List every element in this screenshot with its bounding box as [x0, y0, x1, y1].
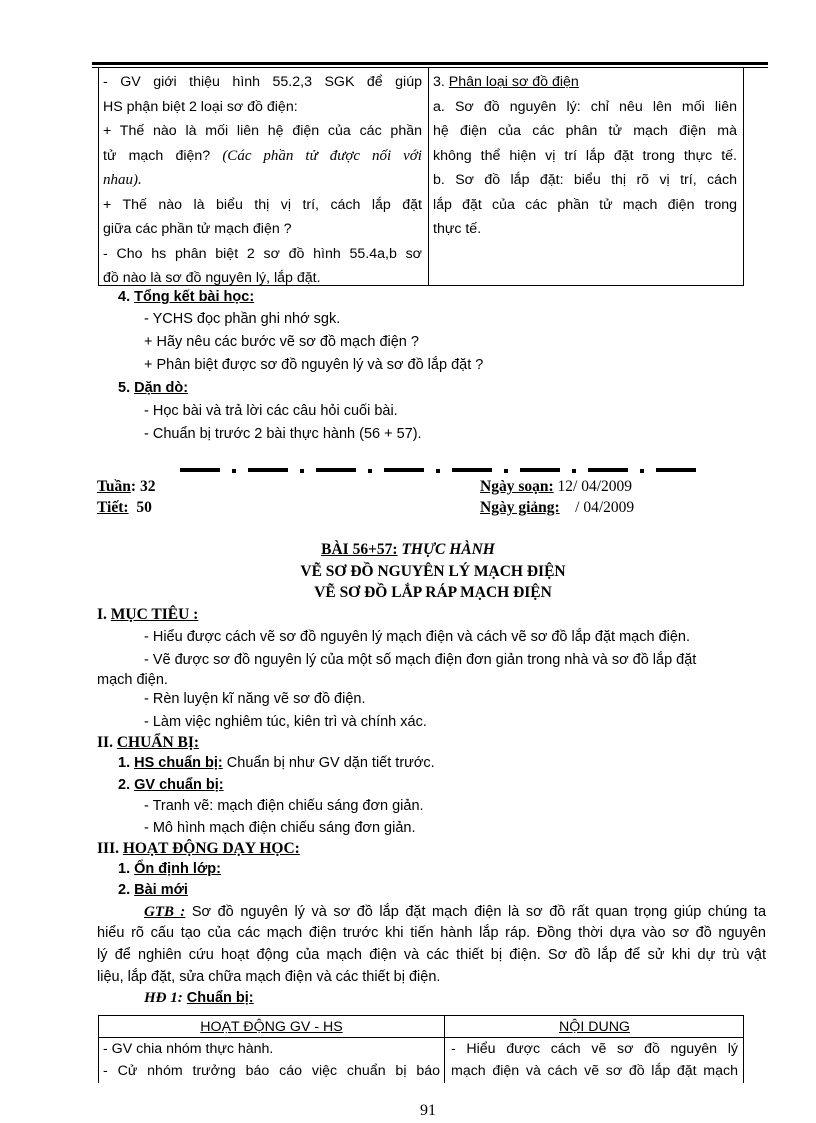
gtb-line: hiểu rõ cấu tạo của các mạch điện trước khi tiến hành lắp ráp. Đồng thời dựa vào sơ đồ nguyên — [97, 925, 766, 941]
list-item: + Hãy nêu các bước vẽ sơ đồ mạch điện ? — [144, 334, 419, 350]
gv-preparation-line — [118, 774, 224, 797]
summary-number: 4. — [118, 289, 131, 305]
table-line: không thể hiện vị trí lắp đặt trong thực tế. — [433, 147, 737, 164]
list-item: - YCHS đọc phần ghi nhớ sgk. — [144, 311, 341, 327]
activity-1-title: Chuẩn bị: — [186, 990, 254, 1006]
list-item: - Học bài và trả lời các câu hỏi cuối bài. — [144, 403, 398, 419]
lesson-subtitle-2: VẼ SƠ ĐỒ LẮP RÁP MẠCH ĐIỆN — [314, 584, 552, 601]
gtb-label: GTB : — [144, 904, 186, 920]
hs-text: Chuẩn bị như GV dặn tiết trước. — [226, 755, 435, 771]
week-line — [97, 476, 155, 498]
activity-table-right-col — [445, 1016, 743, 1083]
prep-date-line — [480, 476, 632, 498]
prep-date-value: 12/ 04/2009 — [557, 478, 633, 495]
lesson-subtitle-1: VẼ SƠ ĐỒ NGUYÊN LÝ MẠCH ĐIỆN — [300, 563, 566, 580]
section-separator — [180, 468, 696, 474]
activity-1-label: HĐ 1: — [144, 990, 183, 1006]
week-label: Tuần — [97, 478, 131, 495]
table-header-activities: HOẠT ĐỘNG GV - HS — [200, 1019, 343, 1035]
summary-heading — [118, 286, 254, 309]
table-line: hệ điện của các phân tử mạch điện mà — [433, 123, 737, 139]
activity-title: Bài mới — [134, 882, 188, 898]
gv-label: GV chuẩn bị: — [134, 777, 224, 793]
section-heading-line — [433, 70, 737, 95]
prep-date-label: Ngày soạn: — [480, 478, 554, 495]
activity-1-heading — [144, 987, 254, 1010]
activity-number: 1. — [118, 861, 131, 877]
hs-preparation-line — [118, 752, 435, 775]
table-italic-note: nhau). — [103, 172, 142, 188]
table-line: b. Sơ đồ lắp đặt: biểu thị rõ vị trí, cách — [433, 172, 737, 188]
table-text: tử mạch điện? — [103, 147, 211, 164]
table-line: - GV giới thiệu hình 55.2,3 SGK để giúp — [103, 74, 422, 90]
list-item: - Vẽ được sơ đồ nguyên lý của một số mạch điện đơn giản trong nhà và sơ đồ lắp đặt — [144, 652, 697, 668]
objectives-number: I. — [97, 606, 107, 623]
table-line: + Thế nào là mối liên hệ điện của các phần — [103, 123, 422, 139]
teach-date-value: / 04/2009 — [575, 499, 635, 516]
gv-number: 2. — [118, 777, 131, 793]
teach-date-label: Ngày giảng: — [480, 499, 560, 516]
preparation-heading — [97, 732, 199, 754]
lesson-number: BÀI 56+57: — [321, 541, 398, 558]
objectives-heading — [97, 604, 198, 626]
table-line: thực tế. — [433, 221, 482, 237]
list-item: + Phân biệt được sơ đồ nguyên lý và sơ đồ lắp đặt ? — [144, 357, 484, 373]
table-line: a. Sơ đồ nguyên lý: chỉ nêu lên mối liên — [433, 98, 737, 115]
list-item: - Tranh vẽ: mạch điện chiếu sáng đơn giản. — [144, 798, 424, 814]
activity-table-left-col — [99, 1016, 445, 1083]
gtb-line-1 — [144, 901, 766, 924]
table-top-left-cell — [99, 68, 429, 285]
list-item: - Hiểu được cách vẽ sơ đồ nguyên lý mạch điện và cách vẽ sơ đồ lắp đặt mạch điện. — [144, 629, 691, 645]
activity-table — [98, 1015, 744, 1083]
period-line — [97, 497, 152, 519]
list-item: - Mô hình mạch điện chiếu sáng đơn giản. — [144, 820, 416, 836]
lesson-table-top — [98, 67, 744, 286]
gtb-line: liệu, lắp đặt, sửa chữa mạch điện và các thiết bị điện. — [97, 969, 441, 985]
preparation-title: CHUẨN BỊ: — [116, 734, 200, 751]
table-line: lắp đặt của các phần tử mạch điện trong — [433, 196, 737, 213]
table-line: giữa các phần tử mạch điện ? — [103, 221, 292, 237]
list-item: - Rèn luyện kĩ năng vẽ sơ đồ điện. — [144, 691, 366, 707]
hs-number: 1. — [118, 755, 131, 771]
activity-item-1 — [118, 858, 221, 881]
table-italic-note: (Các phần tử được nối với — [222, 147, 422, 164]
table-header-divider — [99, 1037, 743, 1038]
list-item: - Chuẩn bị trước 2 bài thực hành (56 + 57). — [144, 426, 422, 442]
table-header-content: NỘI DUNG — [559, 1019, 630, 1035]
lesson-type: THỰC HÀNH — [401, 541, 495, 558]
table-line: - GV chia nhóm thực hành. — [103, 1041, 274, 1057]
period-value: 50 — [136, 499, 152, 516]
gtb-text: Sơ đồ nguyên lý và sơ đồ lắp đặt mạch điện là sơ đồ rất quan trọng giúp chúng ta — [191, 904, 767, 920]
hs-label: HS chuẩn bị: — [134, 755, 223, 771]
activities-title: HOẠT ĐỘNG DẠY HỌC: — [122, 840, 300, 857]
lesson-title — [0, 539, 816, 561]
activities-number: III. — [97, 840, 119, 857]
section-number: 3. — [433, 74, 445, 90]
activity-number: 2. — [118, 882, 131, 898]
table-line: - Cho hs phân biệt 2 sơ đồ hình 55.4a,b sơ — [103, 245, 422, 262]
preparation-number: II. — [97, 734, 113, 751]
gtb-line: lý để nghiên cứu hoạt động của mạch điện và các thiết bị điện. Sơ đồ lắp để sử khi dự trù vật — [97, 947, 766, 963]
teach-date-line — [480, 497, 634, 519]
section-heading: Phân loại sơ đồ điện — [448, 74, 579, 90]
activities-heading — [97, 838, 300, 860]
table-top-right-cell — [429, 68, 743, 285]
page-number: 91 — [420, 1102, 436, 1119]
list-item: - Làm việc nghiêm túc, kiên trì và chính xác. — [144, 714, 427, 730]
table-line: + Thế nào là biểu thị vị trí, cách lắp đặt — [103, 196, 422, 213]
list-item: mạch điện. — [97, 672, 168, 688]
summary-title: Tổng kết bài học: — [134, 289, 255, 305]
activity-item-2 — [118, 879, 188, 902]
week-value: : 32 — [130, 478, 156, 495]
activity-title: Ổn định lớp: — [134, 861, 221, 877]
table-line: - Cử nhóm trưởng báo cáo việc chuẩn bị báo — [103, 1063, 440, 1079]
table-line-mixed — [103, 144, 422, 169]
table-line: HS phận biệt 2 loại sơ đồ điện: — [103, 98, 298, 115]
homework-title: Dặn dò: — [134, 380, 189, 396]
homework-number: 5. — [118, 380, 131, 396]
objectives-title: MỤC TIÊU : — [110, 606, 199, 623]
table-line: đồ nào là sơ đồ nguyên lý, lắp đặt. — [103, 270, 321, 286]
homework-heading — [118, 377, 188, 400]
table-line: - Hiểu được cách vẽ sơ đồ nguyên lý — [451, 1041, 738, 1057]
header-rule-thick — [92, 62, 768, 65]
table-line: mạch điện và cách vẽ sơ đồ lắp đặt mạch — [451, 1063, 738, 1079]
period-label: Tiết: — [97, 499, 129, 516]
